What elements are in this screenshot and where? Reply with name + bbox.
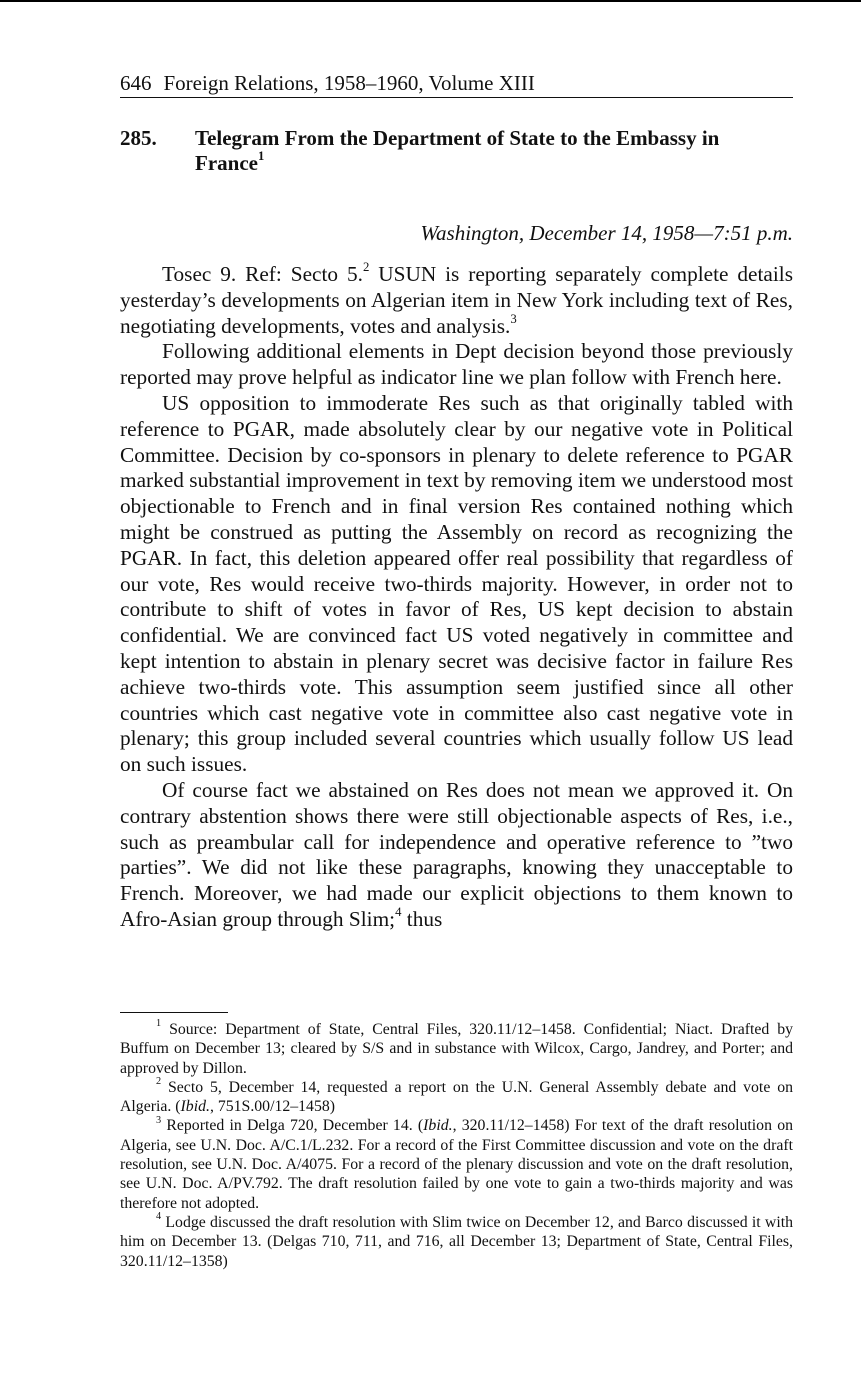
footnote-2-mark: 2 [156, 1076, 162, 1088]
footnote-3-text-end: , 320.11/12–1458) For text of the draft resolution on Algeria, see U.N. Doc. A/C.1/L.232. For a record of the First Committee discussion and vote on the draft resolution, see U.N. Doc. A/4075. For a record of the plenary discussion and vote on the draft resolution, see U.N. Doc. A/PV.792. The draft resolution failed by one vote to gain a two-thirds majority and was therefore not adopted. [120, 1117, 793, 1212]
footnote-2-ibid: Ibid. [180, 1098, 210, 1116]
footnotes [120, 1020, 793, 1271]
paragraph-1-text-a: Tosec 9. Ref: Secto 5. [162, 262, 363, 286]
telegram-body [120, 262, 793, 933]
paragraph-3: US opposition to immoderate Res such as that originally tabled with reference to PGAR, made absolutely clear by our negative vote in Political Committee. Decision by co-sponsors in plenary to delete reference to PGAR marked substantial improvement in text by removing item we understood most objectionable to French and in final version Res contained nothing which might be construed as putting the Assembly on record as recognizing the PGAR. In fact, this deletion appeared offer real possibility that regardless of our vote, Res would receive two-thirds majority. However, in order not to contribute to shift of votes in favor of Res, US kept decision to abstain confidential. We are convinced fact US voted negatively in committee and kept intention to abstain in plenary secret was decisive factor in failure Res achieve two-thirds vote. This assumption seem justified since all other countries which cast negative vote in committee also cast negative vote in plenary; this group included several countries which usually follow US lead on such issues. [120, 390, 793, 777]
footnote-4-text: Lodge discussed the draft resolution with Slim twice on December 12, and Barco discussed it with him on December 13. (Delgas 710, 711, and 716, all December 13; Department of State, Central Files, 320.11/12–1358) [120, 1213, 793, 1270]
footnote-4-mark: 4 [156, 1211, 162, 1223]
dateline: Washington, December 14, 1958—7:51 p.m. [420, 221, 793, 245]
paragraph-4 [120, 778, 793, 933]
footnote-3-ibid: Ibid. [423, 1117, 453, 1135]
paragraph-4-text-a: Of course fact we abstained on Res does not mean we approved it. On contrary abstention shows there were still objectionable aspects of Res, i.e., such as preambular call for independence and operative reference to ”two parties”. We did not like these paragraphs, knowing they unacceptable to French. Moreover, we had made our explicit objections to them known to Afro-Asian group through Slim; [120, 777, 793, 931]
top-border [0, 0, 861, 2]
footnote-2-text-end: , 751S.00/12–1458) [209, 1098, 336, 1116]
footnote-3 [120, 1116, 793, 1212]
footnote-ref-1[interactable]: 1 [257, 149, 265, 164]
running-head [120, 70, 793, 98]
footnote-rule [120, 1012, 228, 1013]
footnote-4 [120, 1213, 793, 1271]
footnote-1-mark: 1 [156, 1018, 162, 1030]
document-title [195, 126, 793, 176]
footnote-ref-3[interactable]: 3 [510, 311, 517, 326]
paragraph-1 [120, 262, 793, 339]
footnote-ref-4[interactable]: 4 [395, 904, 402, 919]
footnote-3-mark: 3 [156, 1114, 162, 1126]
document-heading [120, 126, 793, 176]
footnote-1 [120, 1020, 793, 1078]
footnote-1-text: Source: Department of State, Central Files, 320.11/12–1458. Confidential; Niact. Drafted by Buffum on December 13; cleared by S/S and in substance with Wilcox, Cargo, Jandrey, and Porter; and approved by Dillon. [120, 1021, 793, 1077]
paragraph-4-text-b: thus [401, 906, 443, 931]
footnote-ref-2[interactable]: 2 [362, 260, 370, 274]
paragraph-1-text-b: USUN is reporting separately complete details yesterday’s developments on Algerian item in New York including text of Res, negotiating developments, votes and analysis. [120, 262, 794, 338]
footnote-2-text: Secto 5, December 14, requested a report on the U.N. General Assembly debate and vote on Algeria. ( [120, 1078, 793, 1116]
document-title-text: Telegram From the Department of State to the Embassy in France [195, 126, 720, 175]
page-number: 646 [120, 71, 152, 95]
document-number: 285. [120, 126, 157, 150]
footnote-2 [120, 1078, 793, 1117]
paragraph-2: Following additional elements in Dept decision beyond those previously reported may prove helpful as indicator line we plan follow with French here. [120, 339, 793, 390]
volume-title: Foreign Relations, 1958–1960, Volume XIII [163, 71, 535, 95]
footnote-3-text: Reported in Delga 720, December 14. ( [161, 1117, 424, 1135]
